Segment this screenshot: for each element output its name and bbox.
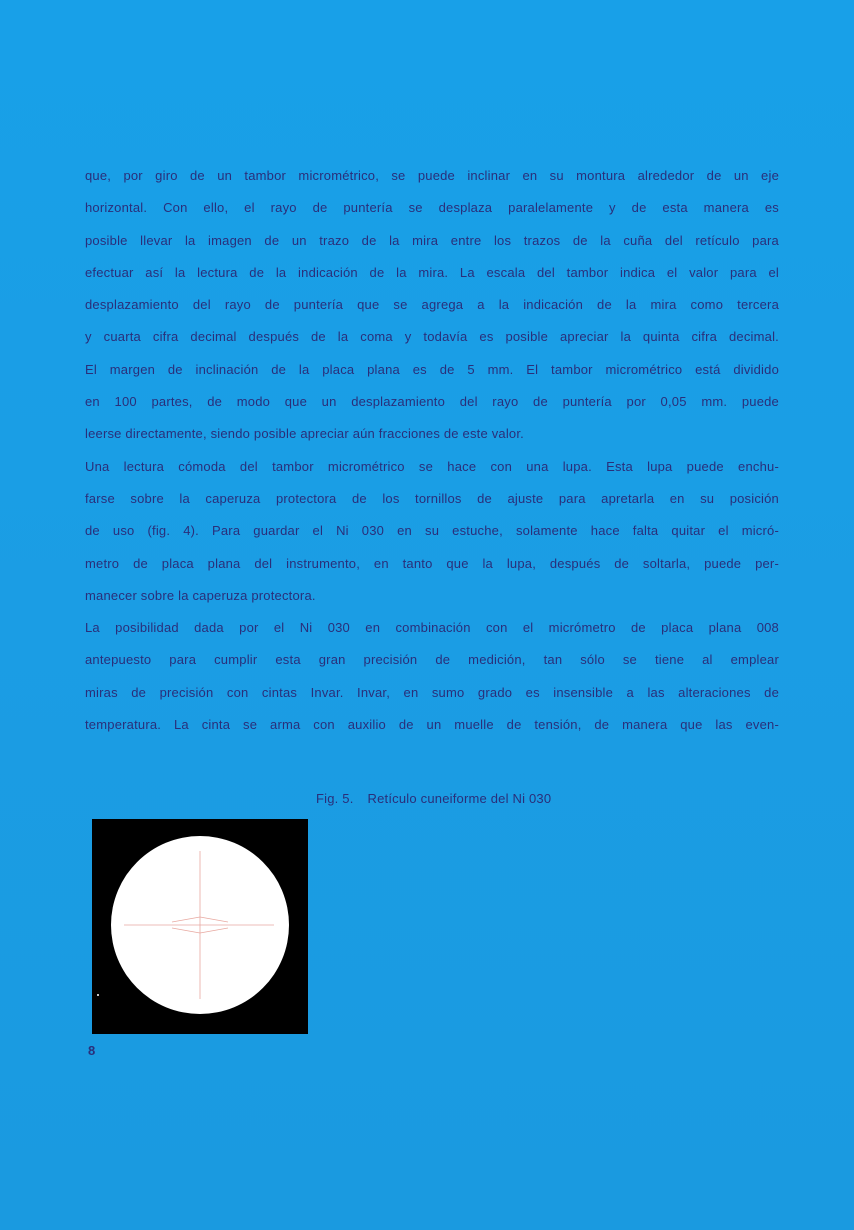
text-line: metro de placa plana del instrumento, en tanto que la lupa, después de soltarla, puede per- xyxy=(85,555,779,571)
text-line: miras de precisión con cintas Invar. Invar, en sumo grado es insensible a las alteraciones de xyxy=(85,684,779,700)
text-line: El margen de inclinación de la placa plana es de 5 mm. El tambor micrométrico está dividido xyxy=(85,361,779,377)
text-line: efectuar así la lectura de la indicación de la mira. La escala del tambor indica el valor para el xyxy=(85,264,779,280)
text-line: y cuarta cifra decimal después de la coma y todavía es posible apreciar la quinta cifra decimal. xyxy=(85,329,779,345)
reticle-image xyxy=(92,819,308,1034)
text-line: horizontal. Con ello, el rayo de puntería se desplaza paralelamente y de esta manera es xyxy=(85,200,779,216)
text-line: manecer sobre la caperuza protectora. xyxy=(85,587,316,603)
text-line: en 100 partes, de modo que un desplazamiento del rayo de puntería por 0,05 mm. puede xyxy=(85,394,779,410)
text-line: leerse directamente, siendo posible apreciar aún fracciones de este valor. xyxy=(85,426,524,442)
body-text xyxy=(85,160,779,741)
text-line: desplazamiento del rayo de puntería que se agrega a la indicación de la mira como tercera xyxy=(85,297,779,313)
text-line: temperatura. La cinta se arma con auxilio de un muelle de tensión, de manera que las even- xyxy=(85,717,779,733)
figure-caption xyxy=(316,791,551,806)
text-line: posible llevar la imagen de un trazo de la mira entre los trazos de la cuña del retículo para xyxy=(85,232,779,248)
text-line: Una lectura cómoda del tambor micrométrico se hace con una lupa. Esta lupa puede enchu- xyxy=(85,458,779,474)
figure-caption-text: Retículo cuneiforme del Ni 030 xyxy=(367,791,552,806)
text-line: farse sobre la caperuza protectora de los tornillos de ajuste para apretarla en su posición xyxy=(85,490,779,506)
figure-speck xyxy=(97,994,99,996)
reticle-figure xyxy=(92,819,308,1034)
text-line: que, por giro de un tambor micrométrico, se puede inclinar en su montura alrededor de un eje xyxy=(85,168,779,183)
text-line: antepuesto para cumplir esta gran precisión de medición, tan sólo se tiene al emplear xyxy=(85,652,779,668)
page-number: 8 xyxy=(88,1043,96,1058)
text-line: La posibilidad dada por el Ni 030 en combinación con el micrómetro de placa plana 008 xyxy=(85,620,779,636)
figure-label: Fig. 5. xyxy=(316,791,354,806)
text-line: de uso (fig. 4). Para guardar el Ni 030 en su estuche, solamente hace falta quitar el micró- xyxy=(85,523,779,539)
